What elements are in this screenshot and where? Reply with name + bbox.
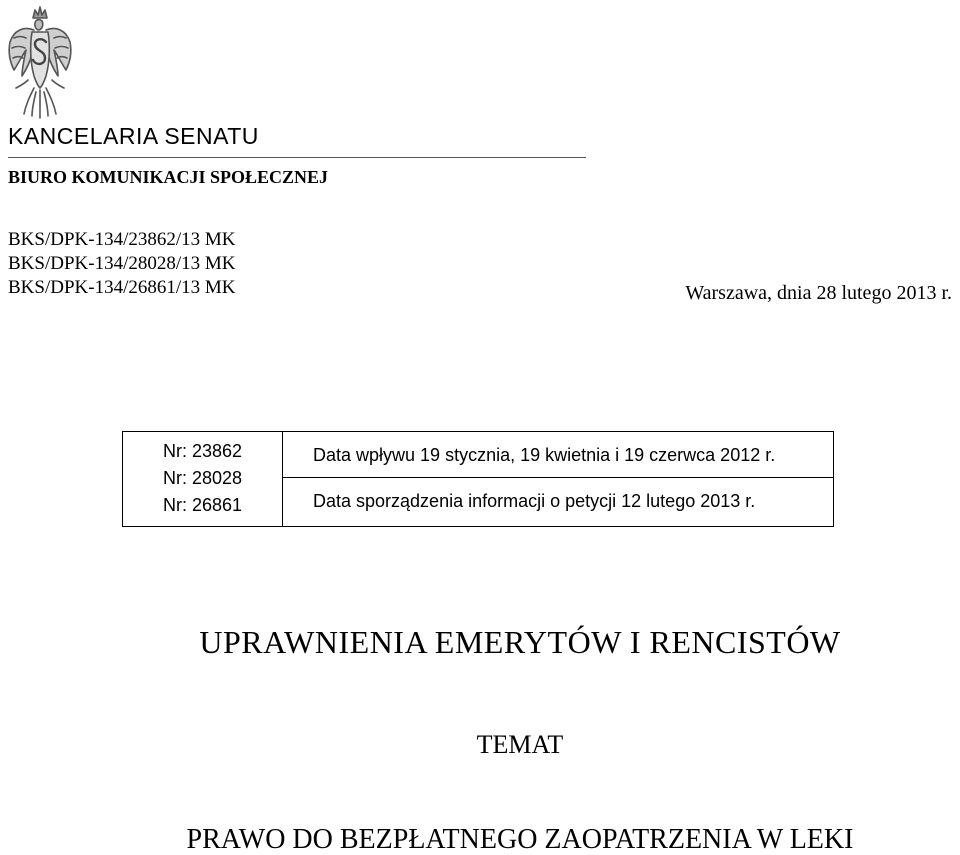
- document-title: UPRAWNIENIA EMERYTÓW I RENCISTÓW: [199, 624, 841, 660]
- petition-numbers: [123, 432, 283, 526]
- reference-number: BKS/DPK-134/28028/13 MK: [8, 253, 236, 274]
- header-divider: [8, 157, 586, 158]
- reference-numbers: [8, 228, 236, 300]
- petition-number: Nr: 28028: [162, 468, 243, 488]
- senate-eagle-emblem-icon: [4, 4, 76, 122]
- place-and-date: Warszawa, dnia 28 lutego 2013 r.: [685, 282, 952, 304]
- petition-dates: [283, 432, 833, 526]
- reference-number: BKS/DPK-134/23862/13 MK: [8, 229, 236, 250]
- org-unit: BIURO KOMUNIKACJI SPOŁECZNEJ: [8, 167, 329, 187]
- org-name: KANCELARIA SENATU: [8, 123, 259, 149]
- topic-heading: PRAWO DO BEZPŁATNEGO ZAOPATRZENIA W LEKI: [186, 824, 854, 855]
- petition-number: Nr: 26861: [162, 495, 243, 515]
- topic-label: TEMAT: [476, 730, 564, 759]
- preparation-date: Data sporządzenia informacji o petycji 12 lutego 2013 r.: [313, 491, 756, 511]
- petition-number: Nr: 23862: [162, 441, 243, 461]
- petition-info-box: [122, 431, 834, 527]
- receipt-date: Data wpływu 19 stycznia, 19 kwietnia i 19 czerwca 2012 r.: [283, 432, 833, 478]
- reference-number: BKS/DPK-134/26861/13 MK: [8, 277, 236, 298]
